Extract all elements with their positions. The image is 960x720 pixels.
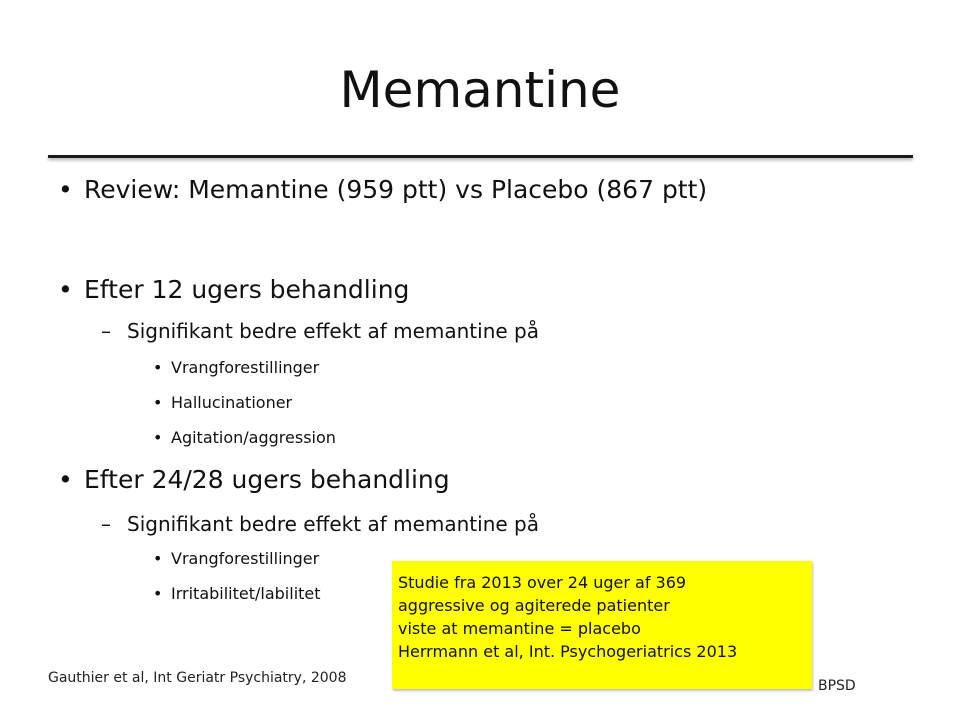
slide-title: Memantine bbox=[339, 61, 621, 119]
sub-bullet-24-28-weeks bbox=[101, 511, 539, 537]
title-divider bbox=[48, 155, 913, 158]
sub-bullet-12-weeks bbox=[101, 318, 539, 344]
list-item bbox=[153, 357, 320, 379]
dash-marker: – bbox=[101, 512, 111, 536]
bullet-dot: • bbox=[58, 175, 73, 204]
bullet-dot: • bbox=[153, 549, 163, 568]
list-item-text: Hallucinationer bbox=[171, 393, 293, 412]
dash-marker: – bbox=[101, 319, 111, 343]
bullet-review bbox=[58, 174, 708, 206]
bullet-dot: • bbox=[58, 465, 73, 494]
list-item-text: Vrangforestillinger bbox=[171, 549, 320, 568]
callout-line: viste at memantine = placebo bbox=[398, 619, 641, 638]
footer-tag: BPSD bbox=[818, 678, 856, 694]
bullet-text: Review: Memantine (959 ptt) vs Placebo (867 ptt) bbox=[84, 175, 708, 204]
bullet-text: Efter 24/28 ugers behandling bbox=[84, 465, 450, 494]
list-item-text: Irritabilitet/labilitet bbox=[171, 584, 321, 603]
bullet-text: Efter 12 ugers behandling bbox=[84, 275, 410, 304]
bullet-dot: • bbox=[153, 428, 163, 447]
bullet-12-weeks bbox=[58, 274, 410, 306]
callout-line: Herrmann et al, Int. Psychogeriatrics 2013 bbox=[398, 642, 738, 661]
sub-bullet-text: Signifikant bedre effekt af memantine på bbox=[127, 512, 539, 536]
bullet-dot: • bbox=[153, 393, 163, 412]
bullet-24-28-weeks bbox=[58, 464, 450, 496]
list-item bbox=[153, 392, 293, 414]
sub-bullet-text: Signifikant bedre effekt af memantine på bbox=[127, 319, 539, 343]
bullet-dot: • bbox=[58, 275, 73, 304]
list-item bbox=[153, 583, 321, 605]
list-item bbox=[153, 548, 320, 570]
callout-box bbox=[392, 561, 812, 689]
list-item bbox=[153, 427, 336, 449]
callout-line: Studie fra 2013 over 24 uger af 369 bbox=[398, 573, 687, 592]
footer-reference: Gauthier et al, Int Geriatr Psychiatry, 2008 bbox=[48, 670, 347, 686]
list-item-text: Agitation/aggression bbox=[171, 428, 336, 447]
bullet-dot: • bbox=[153, 358, 163, 377]
list-item-text: Vrangforestillinger bbox=[171, 358, 320, 377]
callout-line: aggressive og agiterede patienter bbox=[398, 596, 670, 615]
bullet-dot: • bbox=[153, 584, 163, 603]
